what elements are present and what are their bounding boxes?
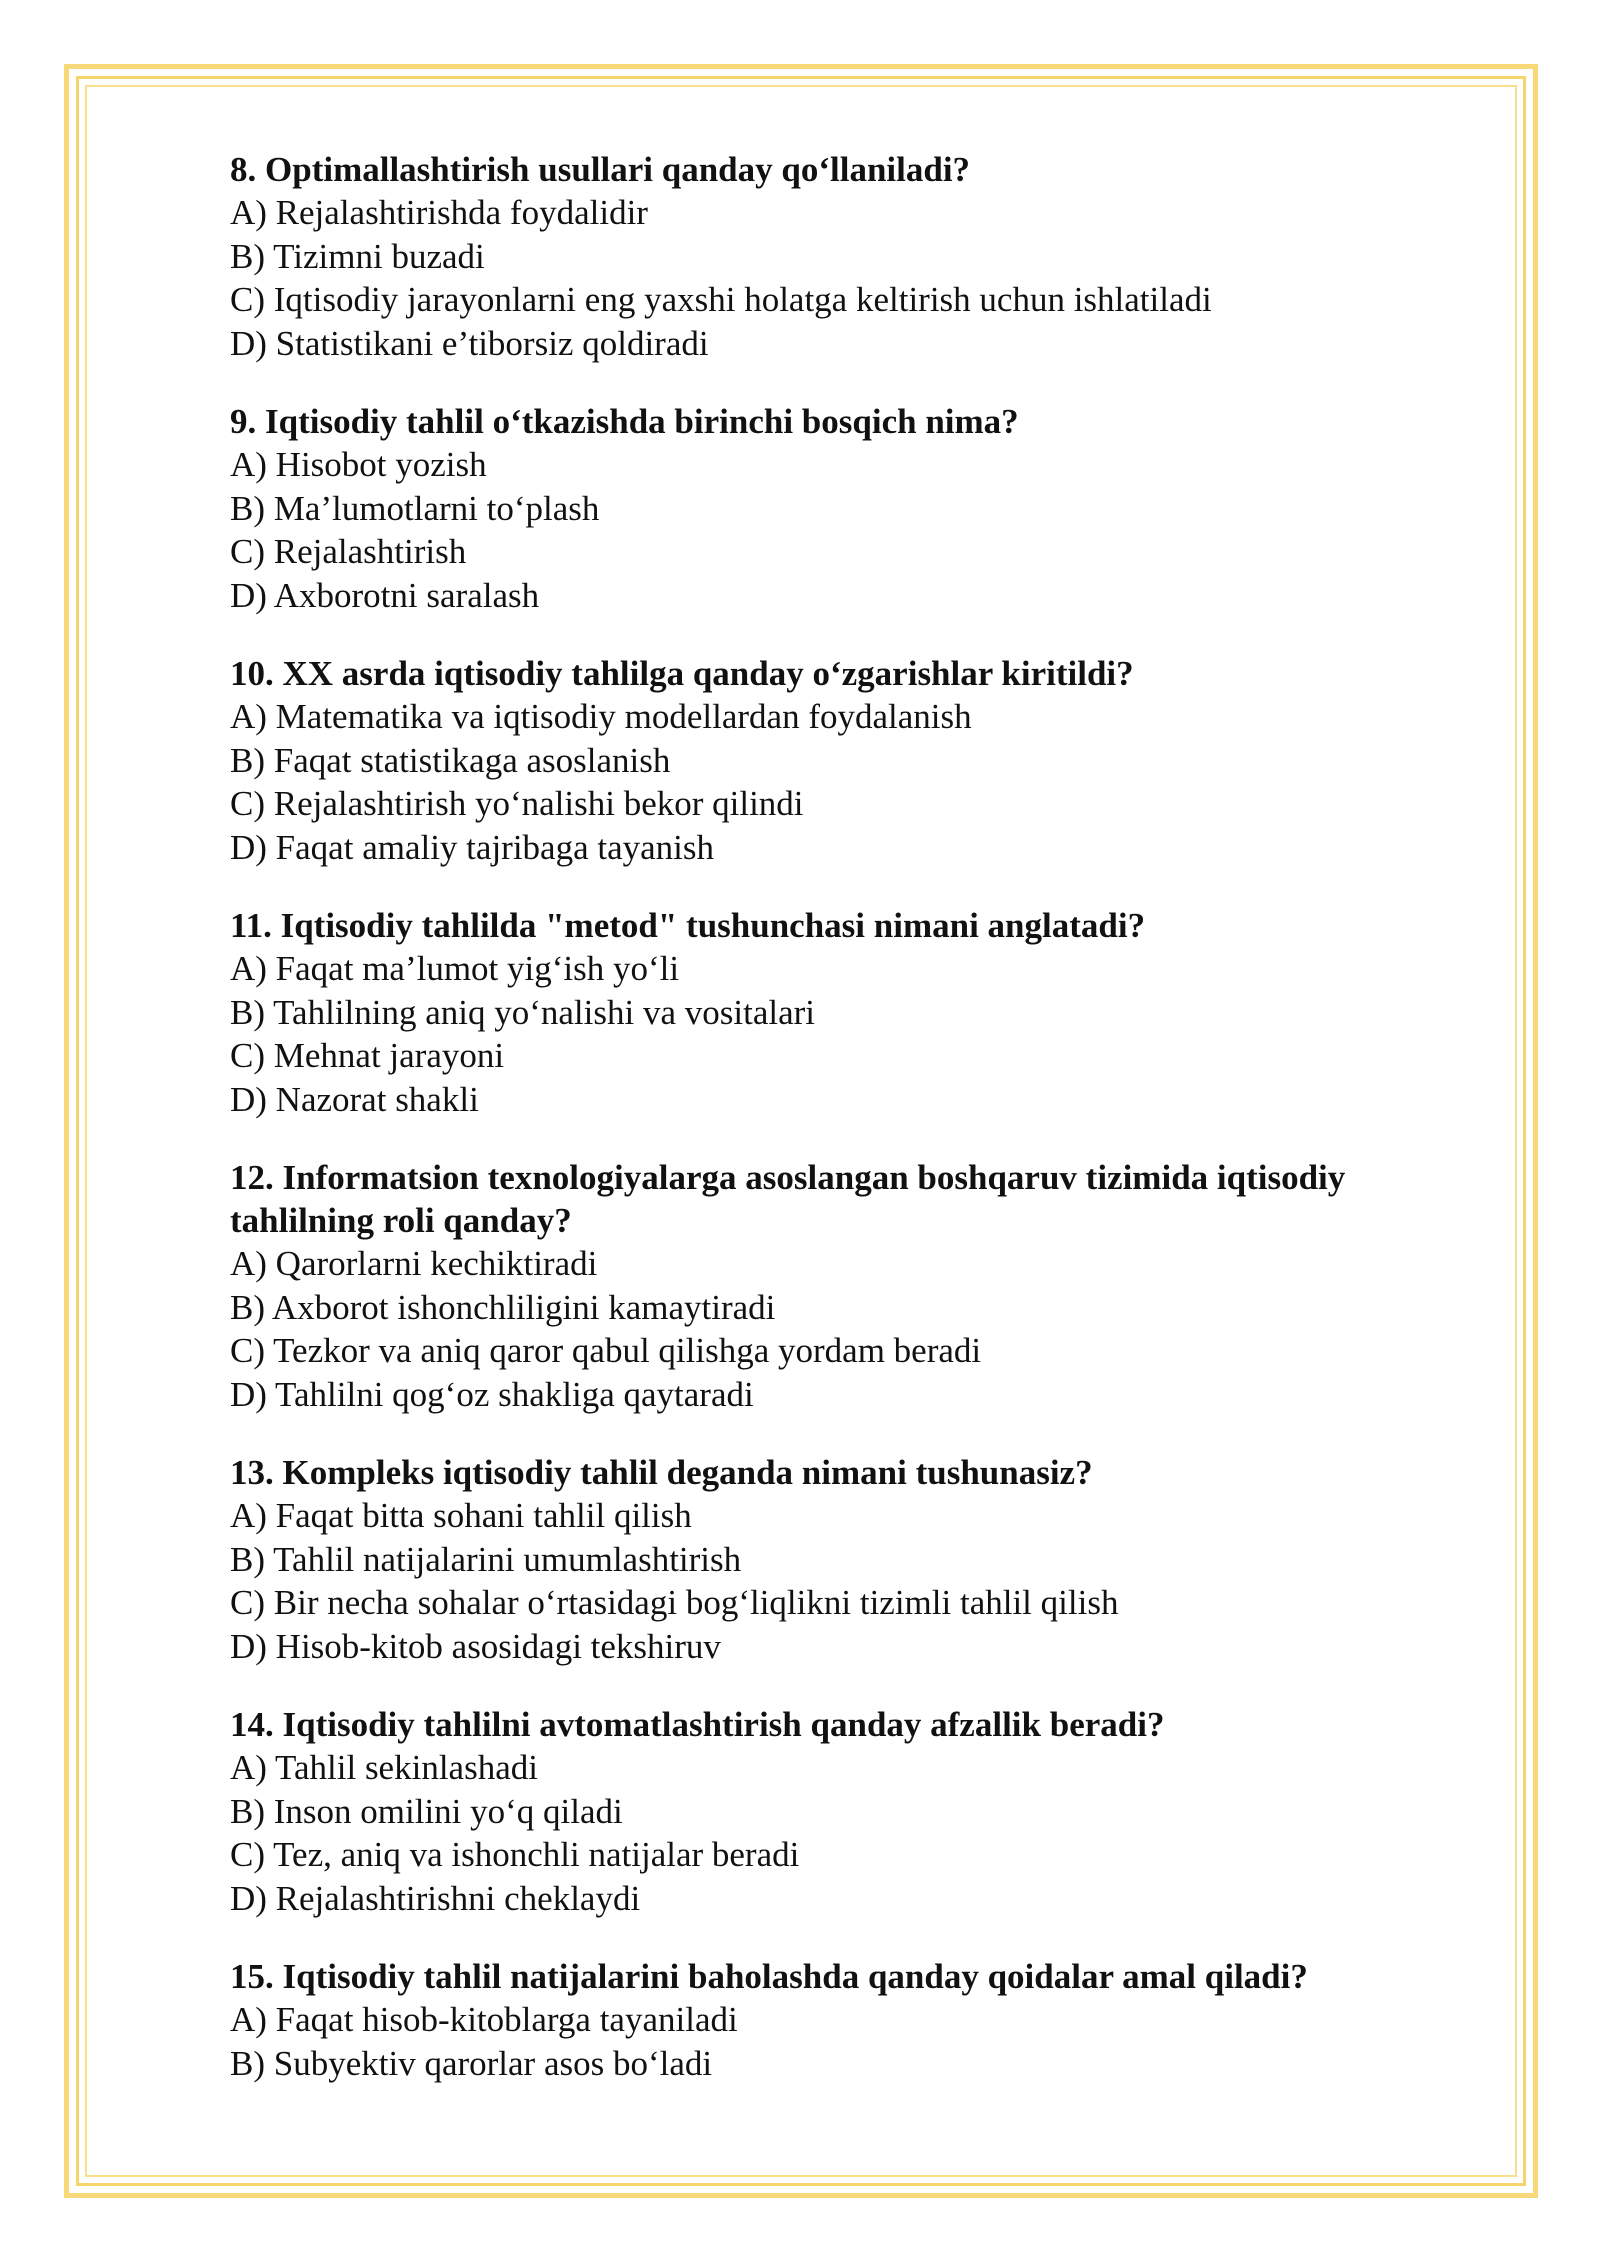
answer-option: A) Matematika va iqtisodiy modellardan foydalanish	[230, 697, 972, 736]
question-11	[230, 904, 1480, 1121]
answer-option: C) Tez, aniq va ishonchli natijalar beradi	[230, 1835, 800, 1874]
answer-option: C) Rejalashtirish	[230, 532, 467, 571]
answer-option: A) Faqat ma’lumot yig‘ish yo‘li	[230, 949, 680, 988]
question-13	[230, 1451, 1480, 1668]
answer-option: C) Bir necha sohalar o‘rtasidagi bog‘liqlikni tizimli tahlil qilish	[230, 1583, 1119, 1622]
answer-option: C) Rejalashtirish yo‘nalishi bekor qilindi	[230, 784, 804, 823]
answer-option: D) Tahlilni qog‘oz shakliga qaytaradi	[230, 1374, 754, 1414]
question-number: 11.	[230, 906, 272, 945]
answer-option: B) Subyektiv qarorlar asos bo‘ladi	[230, 2043, 713, 2083]
answer-option: A) Faqat hisob-kitoblarga tayaniladi	[230, 2000, 738, 2039]
question-text: XX asrda iqtisodiy tahlilga qanday o‘zgarishlar kiritildi?	[282, 654, 1134, 693]
question-title	[230, 652, 1480, 695]
question-text: Iqtisodiy tahlilda "metod" tushunchasi nimani anglatadi?	[280, 906, 1146, 945]
question-title	[230, 1703, 1480, 1746]
answer-option: B) Tahlilning aniq yo‘nalishi va vositalari	[230, 992, 816, 1032]
answer-option: B) Ma’lumotlarni to‘plash	[230, 488, 600, 528]
question-number: 15.	[230, 1957, 274, 1996]
answer-option: A) Faqat bitta sohani tahlil qilish	[230, 1496, 692, 1535]
answer-option: B) Axborot ishonchliligini kamaytiradi	[230, 1287, 776, 1327]
answer-option: D) Rejalashtirishni cheklaydi	[230, 1878, 641, 1918]
answer-option: D) Nazorat shakli	[230, 1079, 479, 1119]
question-text: Informatsion texnologiyalarga asoslangan boshqaruv tizimida iqtisodiy tahlilning roli qanday?	[230, 1158, 1346, 1240]
answer-option: C) Tezkor va aniq qaror qabul qilishga yordam beradi	[230, 1331, 982, 1370]
answer-option: B) Tahlil natijalarini umumlashtirish	[230, 1539, 742, 1579]
answer-option: A) Rejalashtirishda foydalidir	[230, 193, 648, 232]
question-text: Kompleks iqtisodiy tahlil deganda nimani tushunasiz?	[282, 1453, 1093, 1492]
answer-option: C) Iqtisodiy jarayonlarni eng yaxshi holatga keltirish uchun ishlatiladi	[230, 280, 1212, 319]
question-number: 12.	[230, 1158, 274, 1197]
question-number: 14.	[230, 1705, 274, 1744]
question-text: Iqtisodiy tahlilni avtomatlashtirish qanday afzallik beradi?	[282, 1705, 1165, 1744]
question-title	[230, 904, 1480, 947]
question-text: Optimallashtirish usullari qanday qo‘llaniladi?	[265, 150, 971, 189]
answer-option: A) Qarorlarni kechiktiradi	[230, 1244, 598, 1283]
question-15	[230, 1955, 1480, 2085]
answer-option: B) Faqat statistikaga asoslanish	[230, 740, 671, 780]
answer-option: B) Tizimni buzadi	[230, 236, 485, 276]
answer-option: A) Tahlil sekinlashadi	[230, 1748, 538, 1787]
answer-option: D) Statistikani e’tiborsiz qoldiradi	[230, 323, 709, 363]
question-list	[230, 148, 1480, 2120]
question-title	[230, 1955, 1480, 1998]
question-9	[230, 400, 1480, 617]
question-number: 9.	[230, 402, 257, 441]
answer-option: C) Mehnat jarayoni	[230, 1036, 505, 1075]
question-title	[230, 400, 1480, 443]
question-8	[230, 148, 1480, 365]
question-title	[230, 148, 1480, 191]
question-title	[230, 1451, 1480, 1494]
question-text: Iqtisodiy tahlil natijalarini baholashda qanday qoidalar amal qiladi?	[282, 1957, 1308, 1996]
answer-option: D) Faqat amaliy tajribaga tayanish	[230, 827, 715, 867]
question-number: 13.	[230, 1453, 274, 1492]
question-12	[230, 1156, 1480, 1416]
question-number: 10.	[230, 654, 274, 693]
question-title	[230, 1156, 1480, 1242]
question-text: Iqtisodiy tahlil o‘tkazishda birinchi bosqich nima?	[265, 402, 1019, 441]
answer-option: D) Axborotni saralash	[230, 575, 540, 615]
answer-option: D) Hisob-kitob asosidagi tekshiruv	[230, 1626, 721, 1666]
question-10	[230, 652, 1480, 869]
question-14	[230, 1703, 1480, 1920]
question-number: 8.	[230, 150, 257, 189]
answer-option: B) Inson omilini yo‘q qiladi	[230, 1791, 623, 1831]
answer-option: A) Hisobot yozish	[230, 445, 487, 484]
